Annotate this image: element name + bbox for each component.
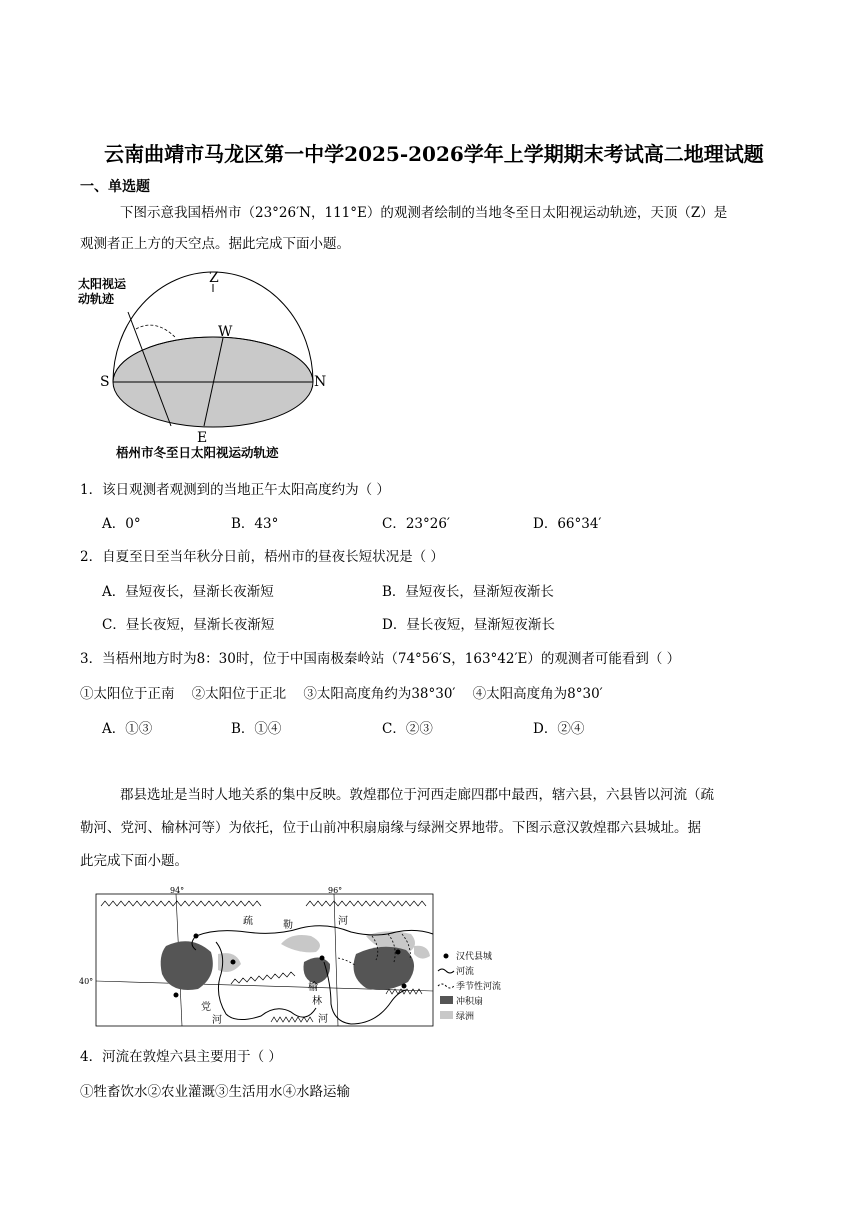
river-label-lin-he: 河 <box>318 1014 328 1025</box>
latitude-40-label: 40° <box>79 977 94 986</box>
q3-option-b[interactable]: B．①④ <box>231 721 282 737</box>
legend-town-label: 汉代县城 <box>456 952 493 962</box>
solar-path-figure <box>76 266 336 466</box>
sun-path-dashed-arc <box>136 325 176 338</box>
q1-option-c[interactable]: C．23°26′ <box>382 516 451 532</box>
q3-option-a[interactable]: A．①③ <box>102 721 153 737</box>
q2-option-a[interactable]: A．昼短夜长，昼渐长夜渐短 <box>102 584 274 600</box>
q2-option-c[interactable]: C．昼长夜短，昼渐长夜渐短 <box>102 617 275 633</box>
legend-oasis-icon <box>440 1011 453 1019</box>
county-town-6 <box>402 984 407 989</box>
sun-path-label-1: 太阳视运 <box>78 277 127 291</box>
legend-fan-label: 冲积扇 <box>456 997 484 1007</box>
east-label: E <box>197 430 208 446</box>
dunhuang-map-figure <box>76 884 516 1030</box>
river-label-le: 勒 <box>283 920 293 931</box>
intro-1-line-1: 下图示意我国梧州市（23°26′N，111°E）的观测者绘制的当地冬至日太阳视运动轨迹，天顶（Z）是 <box>120 205 728 221</box>
sun-path-label-2: 动轨迹 <box>78 292 115 306</box>
q3-option-c[interactable]: C．②③ <box>382 721 433 737</box>
question-4-items: ①牲畜饮水②农业灌溉③生活用水④水路运输 <box>80 1084 350 1100</box>
q1-option-b[interactable]: B．43° <box>231 516 279 532</box>
county-town-3 <box>174 993 179 998</box>
north-label: N <box>314 374 327 390</box>
county-town-2 <box>231 960 236 965</box>
river-label-dang: 党 <box>201 1002 211 1013</box>
river-label-lin: 林 <box>312 996 322 1007</box>
alluvial-fan-east <box>354 947 414 990</box>
q1-option-d[interactable]: D．66°34′ <box>533 516 602 532</box>
intro-1-line-2: 观测者正上方的天空点。据此完成下面小题。 <box>80 236 350 252</box>
q2-option-d[interactable]: D．昼长夜短，昼渐短夜渐长 <box>382 617 555 633</box>
intro-2-line-3: 此完成下面小题。 <box>80 853 188 869</box>
legend-seasonal-river-label: 季节性河流 <box>456 982 502 992</box>
south-label: S <box>100 374 110 390</box>
page-title: 云南曲靖市马龙区第一中学2025-2026学年上学期期末考试高二地理试题 <box>104 142 764 166</box>
legend-oasis-label: 绿洲 <box>456 1012 475 1022</box>
question-3-stem: 3．当梧州地方时为8：30时，位于中国南极秦岭站（74°56′S，163°42′E）的观测者可能看到（ ） <box>80 651 681 667</box>
county-town-4 <box>320 956 325 961</box>
legend-river-icon <box>438 969 454 973</box>
legend-town-icon <box>444 954 449 959</box>
question-1-stem: 1．该日观测者观测到的当地正午太阳高度约为（ ） <box>80 482 390 498</box>
question-2-stem: 2．自夏至日至当年秋分日前，梧州市的昼夜长短状况是（ ） <box>80 549 444 565</box>
river-label-yu: 榆 <box>308 982 318 993</box>
intro-2-line-1: 郡县选址是当时人地关系的集中反映。敦煌郡位于河西走廊四郡中最西，辖六县，六县皆以河流（疏 <box>120 787 714 803</box>
legend-river-label: 河流 <box>456 967 475 977</box>
river-label-shu: 疏 <box>243 916 253 927</box>
alluvial-fan-west <box>161 941 213 990</box>
question-4-stem: 4．河流在敦煌六县主要用于（ ） <box>80 1049 282 1065</box>
map-legend <box>438 950 501 1022</box>
section-heading: 一、单选题 <box>80 179 150 195</box>
longitude-96-label: 96° <box>328 886 343 895</box>
question-3-items: ①太阳位于正南 ②太阳位于正北 ③太阳高度角约为38°30′ ④太阳高度角为8°30′ <box>80 686 603 702</box>
zenith-label: Z <box>209 270 219 286</box>
river-label-dang-he: 河 <box>212 1015 222 1026</box>
longitude-94-label: 94° <box>170 886 185 895</box>
county-town-1 <box>194 934 199 939</box>
county-town-5 <box>396 950 401 955</box>
figure-1-caption: 梧州市冬至日太阳视运动轨迹 <box>116 445 279 460</box>
legend-fan-icon <box>440 996 453 1004</box>
intro-2-line-2: 勒河、党河、榆林河等）为依托，位于山前冲积扇扇缘与绿洲交界地带。下图示意汉敦煌郡六县城址。据 <box>80 820 701 836</box>
river-label-he: 河 <box>338 916 348 927</box>
west-label: W <box>218 324 233 340</box>
q2-option-b[interactable]: B．昼短夜长，昼渐短夜渐长 <box>382 584 554 600</box>
legend-seasonal-river-icon <box>438 984 454 988</box>
q3-option-d[interactable]: D．②④ <box>533 721 585 737</box>
q1-option-a[interactable]: A．0° <box>102 516 141 532</box>
